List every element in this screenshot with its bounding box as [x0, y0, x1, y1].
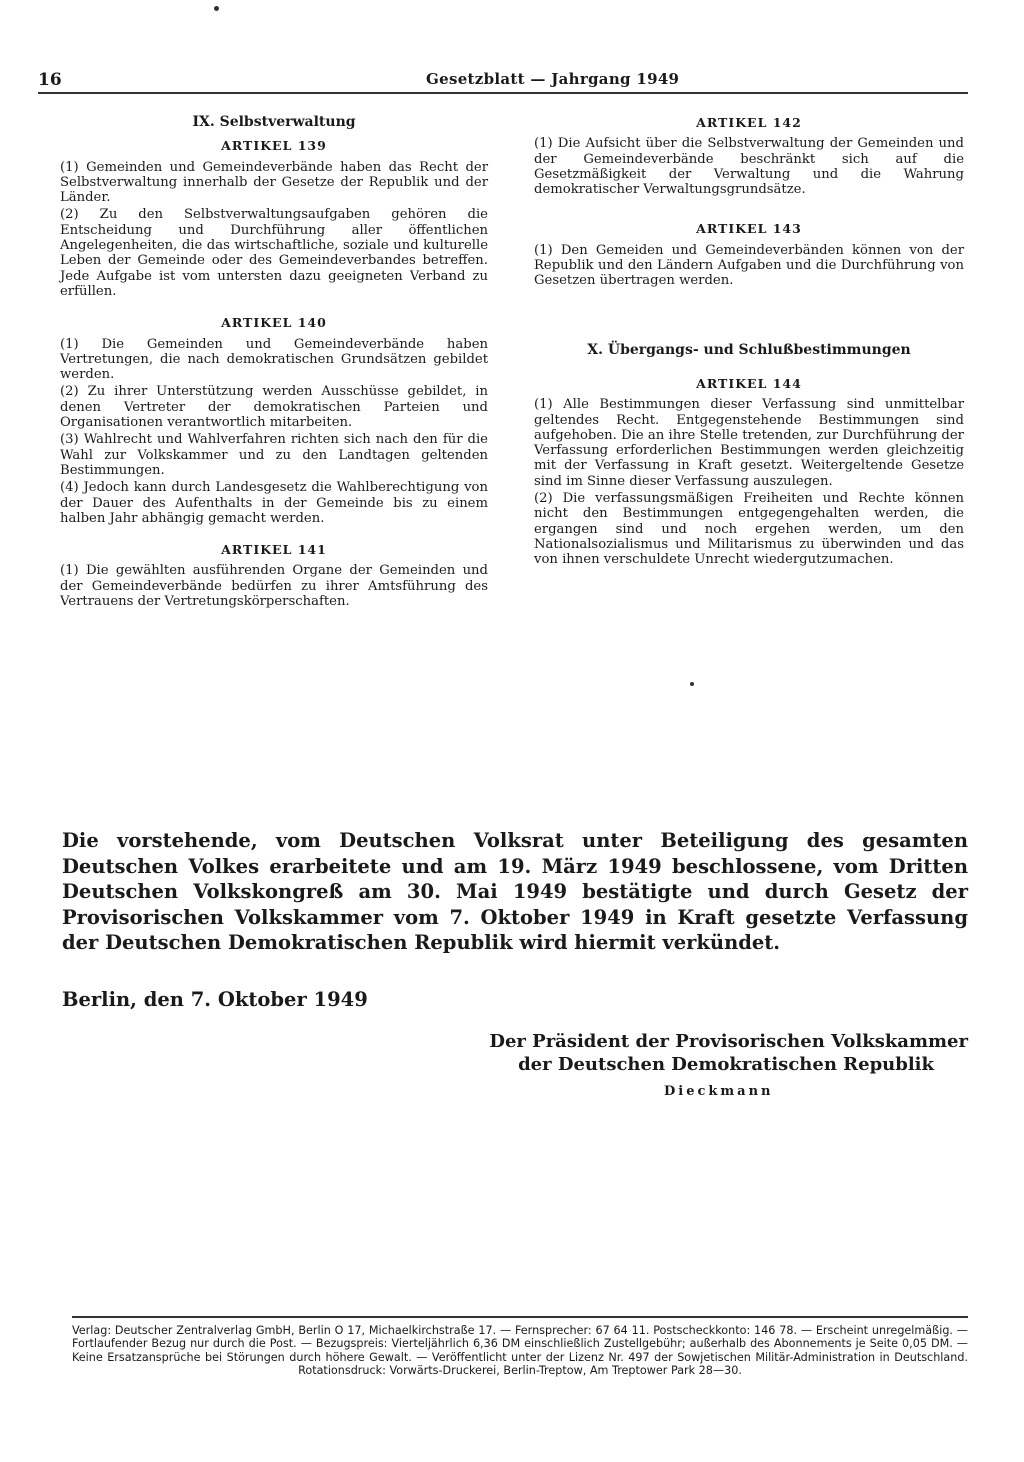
signature-block [448, 1030, 968, 1076]
article-144-para-2: (2) Die verfassungsmäßigen Freiheiten und Rechte können nicht den Bestimmungen entgegengehalten werden, die ergangen sind und noch ergehen werden, um den Nationalsozialismus und Militarismus zu überwinden und das von ihnen verschuldete Unrecht wiedergutzumachen. [534, 491, 964, 568]
article-144-para-1: (1) Alle Bestimmungen dieser Verfassung sind unmittelbar geltendes Recht. Entgegenstehende Bestimmungen sind aufgehoben. Die an ihre Stelle tretenden, zur Durchführung der Verfassung erforderlichen Bestimmungen werden gleichzeitig mit der Verfassung in Kraft gesetzt. Weitergeltende Gesetze sind im Sinne dieser Verfassung auszulegen. [534, 397, 964, 489]
article-140-para-2: (2) Zu ihrer Unterstützung werden Ausschüsse gebildet, in denen Vertreter der demokratischen Parteien und Organisationen verantwortlich mitarbeiten. [60, 384, 488, 431]
article-139-title: ARTIKEL 139 [221, 138, 327, 154]
article-142-para-1: (1) Die Aufsicht über die Selbstverwaltung der Gemeinden und der Gemeindeverbände beschränkt sich auf die Gesetzmäßigkeit der Verwaltung und die Wahrung demokratischer Verwaltungsgrundsätze. [534, 136, 964, 198]
article-140-para-4: (4) Jedoch kann durch Landesgesetz die Wahlberechtigung von der Dauer des Aufenthalts in der Gemeinde bis zu einem halben Jahr abhängig gemacht werden. [60, 480, 488, 526]
article-141-para-1: (1) Die gewählten ausführenden Organe der Gemeinden und der Gemeindeverbände bedürfen zu ihrer Amtsführung des Vertrauens der Vertretungskörperschaften. [60, 563, 488, 610]
page-number: 16 [38, 70, 62, 90]
president-title-line-2: der Deutschen Demokratischen Republik [518, 1054, 934, 1075]
article-139-para-1: (1) Gemeinden und Gemeindeverbände haben das Recht der Selbstverwaltung innerhalb der Gesetze der Republik und der Länder. [60, 159, 488, 206]
article-143-title: ARTIKEL 143 [696, 221, 802, 237]
proclamation-text: Die vorstehende, vom Deutschen Volksrat unter Beteiligung des gesamten Deutschen Volkes erarbeitete und am 19. März 1949 beschlossene, vom Dritten Deutschen Volkskongreß am 30. Mai 1949 bestätigte und durch Gesetz der Provisorischen Volkskammer vom 7. Oktober 1949 in Kraft gesetzte Verfassung der Deutschen Demokratischen Republik wird hiermit verkündet. [62, 829, 968, 955]
president-title-line-1: Der Präsident der Provisorischen Volkskammer [489, 1031, 968, 1052]
publisher-imprint: Verlag: Deutscher Zentralverlag GmbH, Berlin O 17, Michaelkirchstraße 17. — Fernsprecher: 67 64 11. Postscheckkonto: 146 78. — Erscheint unregelmäßig. — Fortlaufender Bezug nur durch die Post. — Bezugspreis: Vierteljährlich 6,36 DM einschließlich Zustellgebühr; außerhalb des Abonnements je Seite 0,05 DM. — Keine Ersatzansprüche bei Störungen durch höhere Gewalt. — Veröffentlicht unter der Lizenz Nr. 497 der Sowjetischen Militär-Administration in Deutschland. Rotationsdruck: Vorwärts-Druckerei, Berlin-Treptow, Am Treptower Park 28—30. [72, 1316, 968, 1377]
journal-title: Gesetzblatt — Jahrgang 1949 [426, 70, 680, 88]
ink-speck [214, 6, 219, 11]
article-140-title: ARTIKEL 140 [221, 315, 327, 331]
article-140-para-1: (1) Die Gemeinden und Gemeindeverbände haben Vertretungen, die nach demokratischen Grundsätzen gebildet werden. [60, 336, 488, 383]
page-header [38, 68, 968, 94]
article-142-title: ARTIKEL 142 [696, 115, 802, 130]
ink-speck [690, 682, 694, 686]
left-column [60, 115, 488, 611]
article-139-para-2: (2) Zu den Selbstverwaltungsaufgaben gehören die Entscheidung und Durchführung aller öffentlichen Angelegenheiten, die das wirtschaftliche, soziale und kulturelle Leben der Gemeinde oder des Gemeindeverbandes betreffen. Jede Aufgabe ist vom untersten dazu geeigneten Verband zu erfüllen. [60, 207, 488, 299]
article-144-title: ARTIKEL 144 [696, 375, 802, 391]
signer-name: Dieckmann [664, 1084, 774, 1099]
place-and-date: Berlin, den 7. Oktober 1949 [62, 988, 368, 1011]
article-141-title: ARTIKEL 141 [221, 542, 327, 558]
section-title-ix: IX. Selbstverwaltung [192, 114, 356, 130]
article-140-para-3: (3) Wahlrecht und Wahlverfahren richten sich nach den für die Wahl zur Volkskammer und zu den Landtagen geltenden Bestimmungen. [60, 432, 488, 478]
right-column [534, 115, 964, 570]
article-143-para-1: (1) Den Gemeiden und Gemeindeverbänden können von der Republik und den Ländern Aufgaben und die Durchführung von Gesetzen übertragen werden. [534, 242, 964, 289]
section-title-x: X. Übergangs- und Schlußbestimmungen [587, 341, 911, 358]
